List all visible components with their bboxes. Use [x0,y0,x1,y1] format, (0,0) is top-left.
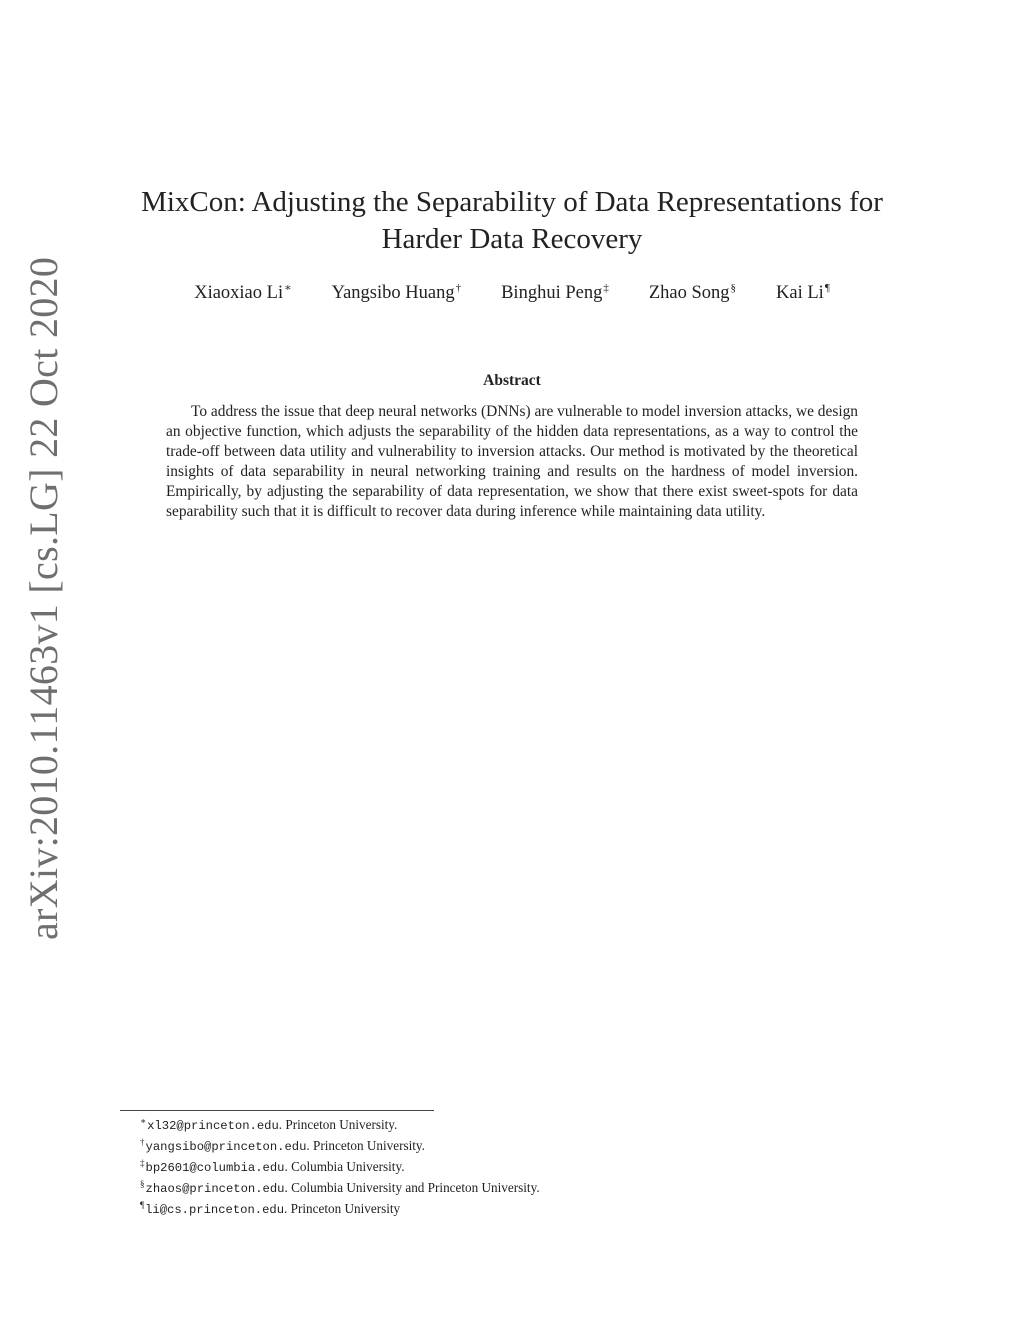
title-line-1: MixCon: Adjusting the Separability of Data Representations for [141,186,883,218]
author [194,283,291,304]
footnote-email: yangsibo@princeton.edu [145,1140,307,1154]
abstract-text: To address the issue that deep neural networks (DNNs) are vulnerable to model inversion attacks, we design an objective function, which adjusts the separability of the hidden data representations, as a way to control the trade-off between data utility and vulnerability to inversion attacks. Our method is motivated by the theoretical insights of data separability in neural networking training and results on the hardness of model inversion. Empirically, by adjusting the separability of data representation, we show that there exist sweet-spots for data separability such that it is difficult to recover data during inference while maintaining data utility. [166,403,858,520]
footnote-email: zhaos@princeton.edu [145,1182,285,1196]
paper-title [120,184,904,258]
footnote-affiliation: . Columbia University and Princeton University. [284,1180,540,1195]
author-name: Binghui Peng [501,283,603,303]
footnote-affiliation: . Princeton University [284,1201,401,1216]
arxiv-identifier: arXiv:2010.11463v1 [cs.LG] 22 Oct 2020 [21,256,66,940]
author-name: Zhao Song [648,283,730,303]
footnote-affiliation: . Princeton University. [306,1138,425,1153]
author [649,283,736,304]
author-name: Xiaoxiao Li [194,283,284,303]
author [501,283,609,304]
author-footnote-mark: ¶ [824,281,830,294]
author-footnote-mark: ‡ [603,281,609,294]
footnote-mark: § [140,1178,145,1189]
author-name: Yangsibo Huang [331,283,455,303]
footnote-email: bp2601@columbia.edu [145,1161,285,1175]
author-name: Kai Li [776,283,824,303]
footnote-mark: ‡ [140,1157,145,1168]
footnote-mark: † [140,1136,145,1147]
footnote [140,1199,900,1220]
footnote [140,1178,900,1199]
title-line-2: Harder Data Recovery [381,223,643,255]
author-footnote-mark: † [455,281,462,294]
footnote [140,1157,900,1178]
footnotes [140,1115,900,1220]
author [332,283,462,304]
footnote-divider [120,1110,434,1111]
author-footnote-mark: § [730,281,737,294]
footnote-mark: ∗ [140,1115,147,1126]
author-list [120,283,904,304]
footnote-email: xl32@princeton.edu [147,1119,279,1133]
author-footnote-mark: ∗ [284,281,292,294]
author [776,283,830,304]
footnote-affiliation: . Princeton University. [278,1117,398,1132]
footnote-email: li@cs.princeton.edu [145,1203,285,1217]
footnote-affiliation: . Columbia University. [284,1159,405,1174]
abstract-heading: Abstract [483,372,541,389]
footnote [140,1136,900,1157]
footnote [140,1115,900,1136]
footnote-mark: ¶ [140,1199,145,1210]
